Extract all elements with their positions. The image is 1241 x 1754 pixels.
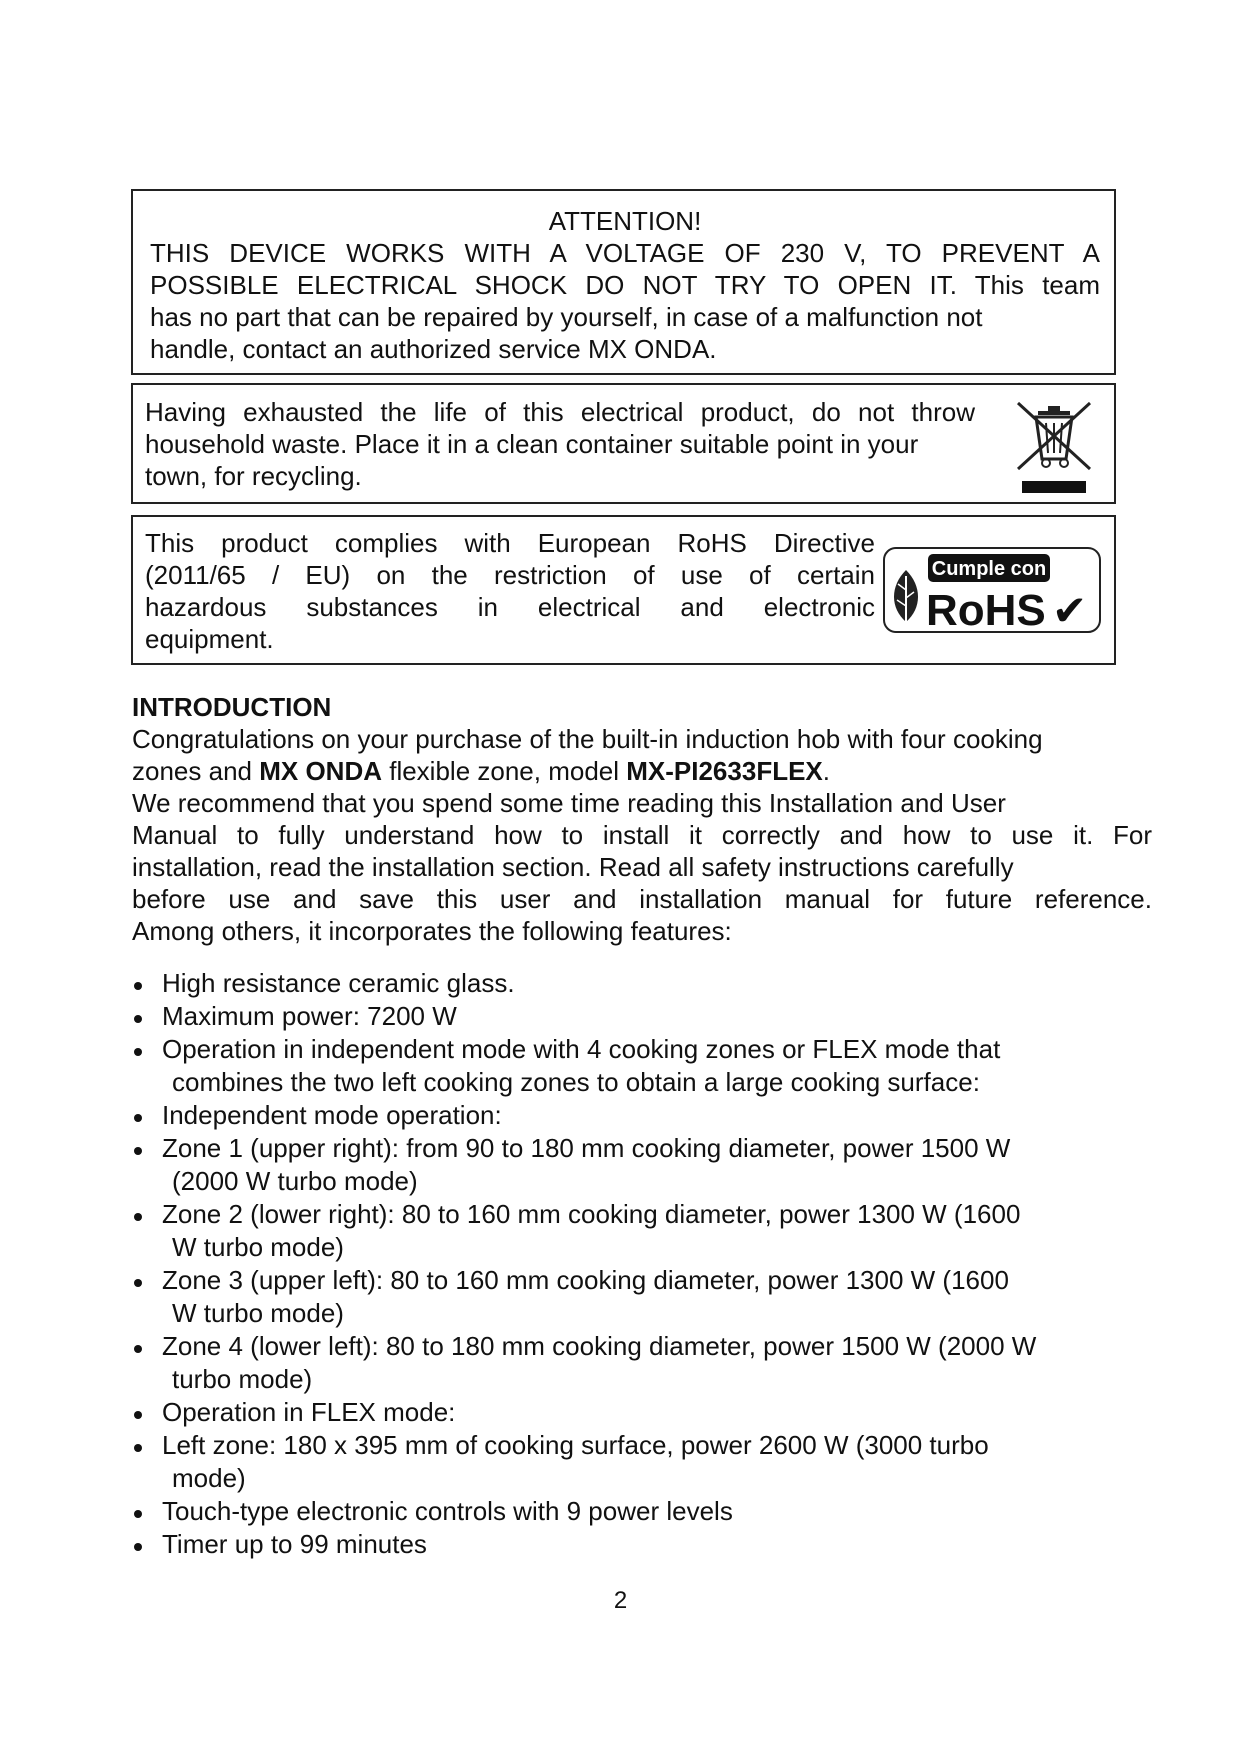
intro-text: zones and — [132, 756, 260, 786]
feature-item — [132, 1330, 1132, 1396]
feature-text: Maximum power: 7200 W — [162, 1001, 457, 1031]
page-number: 2 — [613, 1587, 628, 1614]
feature-text: Timer up to 99 minutes — [162, 1529, 427, 1559]
rohs-line: This product complies with European RoHS Directive — [145, 528, 875, 558]
feature-item — [132, 1099, 1132, 1132]
brand-name: MX ONDA — [259, 756, 382, 786]
feature-text: Zone 2 (lower right): 80 to 160 mm cooking diameter, power 1300 W (1600 — [162, 1199, 1021, 1229]
feature-item — [132, 1264, 1132, 1330]
feature-list — [132, 967, 1132, 1561]
feature-item — [132, 1000, 1132, 1033]
intro-text: installation, read the installation section. Read all safety instructions carefully — [132, 852, 1014, 882]
check-icon: ✔ — [1052, 586, 1088, 634]
feature-item — [132, 1528, 1132, 1561]
attention-line: THIS DEVICE WORKS WITH A VOLTAGE OF 230 V, TO PREVENT A — [150, 238, 1100, 268]
intro-paragraph-2 — [132, 787, 1152, 947]
rohs-logo-main-text: RoHS — [926, 586, 1046, 634]
feature-text: Touch-type electronic controls with 9 power levels — [162, 1496, 733, 1526]
rohs-line: hazardous substances in electrical and electronic — [145, 592, 875, 622]
feature-item — [132, 967, 1132, 1000]
attention-title: ATTENTION! — [548, 206, 702, 236]
crossed-out-wheelie-bin-icon — [1012, 397, 1096, 497]
feature-item — [132, 1033, 1132, 1099]
model-number: MX-PI2633FLEX — [626, 756, 823, 786]
feature-text: Zone 3 (upper left): 80 to 160 mm cooking diameter, power 1300 W (1600 — [162, 1265, 1009, 1295]
section-heading: INTRODUCTION — [132, 692, 332, 722]
feature-text: Left zone: 180 x 395 mm of cooking surface, power 2600 W (3000 turbo — [162, 1430, 989, 1460]
recycling-line: town, for recycling. — [145, 461, 362, 491]
intro-text: . — [822, 756, 830, 786]
feature-text-continued: combines the two left cooking zones to obtain a large cooking surface: — [172, 1067, 980, 1097]
feature-text: Independent mode operation: — [162, 1100, 502, 1130]
rohs-line: (2011/65 / EU) on the restriction of use of certain — [145, 560, 875, 590]
feature-text: Operation in independent mode with 4 cooking zones or FLEX mode that — [162, 1034, 1001, 1064]
intro-text: flexible zone, model — [382, 756, 627, 786]
feature-item — [132, 1429, 1132, 1495]
feature-item — [132, 1198, 1132, 1264]
intro-text: Congratulations on your purchase of the built-in induction hob with four cooking — [132, 724, 1043, 754]
feature-text-continued: mode) — [172, 1463, 246, 1493]
feature-item — [132, 1132, 1132, 1198]
intro-text: Among others, it incorporates the following features: — [132, 916, 732, 946]
recycling-line: Having exhausted the life of this electrical product, do not throw — [145, 397, 975, 427]
intro-text: Manual to fully understand how to install it correctly and how to use it. For — [132, 820, 1152, 850]
recycling-line: household waste. Place it in a clean container suitable point in your — [145, 429, 919, 459]
rohs-line: equipment. — [145, 624, 274, 654]
attention-box — [131, 189, 1116, 375]
feature-text-continued: W turbo mode) — [172, 1298, 344, 1328]
feature-text-continued: (2000 W turbo mode) — [172, 1166, 418, 1196]
introduction-section — [132, 691, 1152, 947]
attention-line: handle, contact an authorized service MX ONDA. — [150, 334, 717, 364]
rohs-logo-top-text: Cumple con — [931, 558, 1047, 580]
feature-text: Zone 1 (upper right): from 90 to 180 mm cooking diameter, power 1500 W — [162, 1133, 1011, 1163]
feature-text-continued: turbo mode) — [172, 1364, 313, 1394]
intro-paragraph-1 — [132, 723, 1152, 787]
attention-line: has no part that can be repaired by yourself, in case of a malfunction not — [150, 302, 983, 332]
rohs-logo — [882, 546, 1102, 634]
feature-item — [132, 1396, 1132, 1429]
feature-text-continued: W turbo mode) — [172, 1232, 344, 1262]
feature-text: Zone 4 (lower left): 80 to 180 mm cooking diameter, power 1500 W (2000 W — [162, 1331, 1037, 1361]
intro-text: We recommend that you spend some time reading this Installation and User — [132, 788, 1006, 818]
intro-text: before use and save this user and installation manual for future reference. — [132, 884, 1152, 914]
attention-line: POSSIBLE ELECTRICAL SHOCK DO NOT TRY TO OPEN IT. This team — [150, 270, 1100, 300]
feature-text: Operation in FLEX mode: — [162, 1397, 456, 1427]
recycling-notice-box — [131, 383, 1116, 504]
feature-item — [132, 1495, 1132, 1528]
feature-text: High resistance ceramic glass. — [162, 968, 515, 998]
